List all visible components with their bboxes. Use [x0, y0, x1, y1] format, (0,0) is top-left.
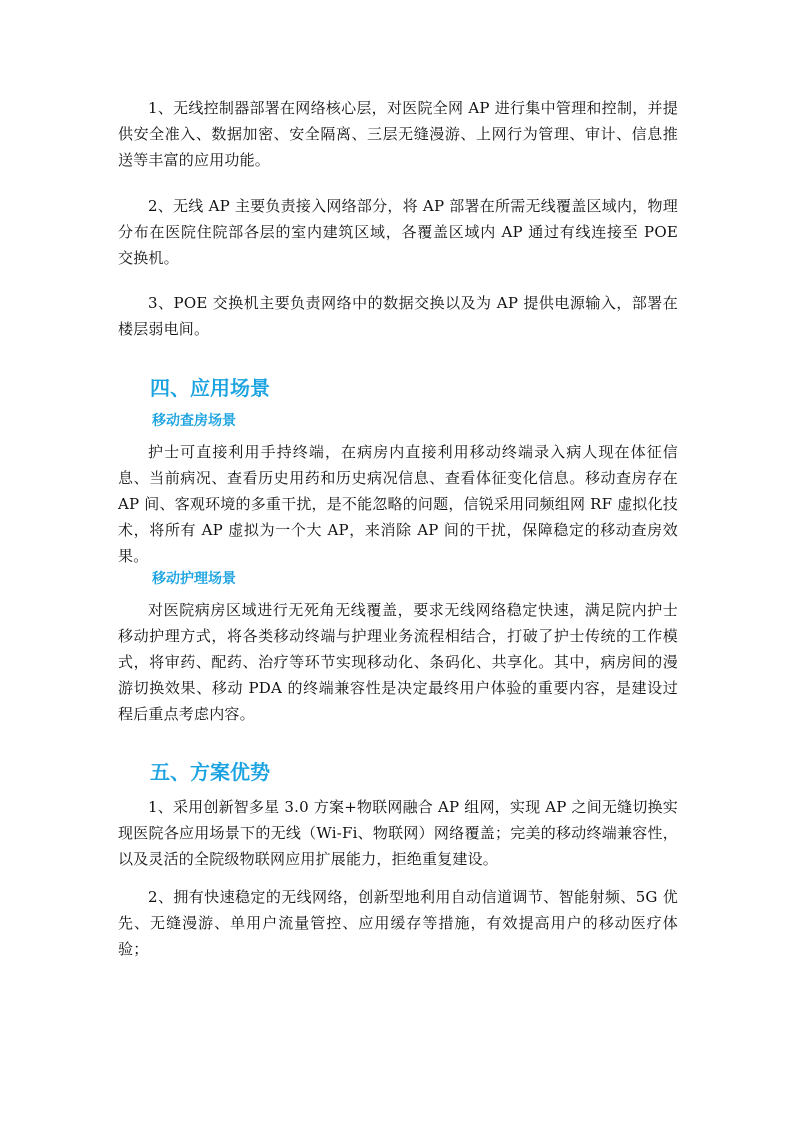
mobile-rounds-paragraph: 护士可直接利用手持终端，在病房内直接利用移动终端录入病人现在体征信息、当前病况、查看历史用药和历史病况信息、查看体征变化信息。移动查房存在 AP 间、客观环境的多重干扰，是不能忽略的问题，信锐采用同频组网 RF 虚拟化技术，将所有 AP 虚拟为一个大 AP，来消除 AP 间的干扰，保障稳定的移动查房效果。 [118, 443, 678, 565]
advantage-paragraph-2: 2、拥有快速稳定的无线网络，创新型地利用自动信道调节、智能射频、5G 优先、无缝漫游、单用户流量管控、应用缓存等措施，有效提高用户的移动医疗体验； [118, 888, 678, 958]
section-4-heading: 四、应用场景 [150, 376, 270, 400]
subsection-mobile-nursing-heading: 移动护理场景 [152, 571, 236, 587]
intro-paragraph-1: 1、无线控制器部署在网络核心层，对医院全网 AP 进行集中管理和控制，并提供安全准入、数据加密、安全隔离、三层无缝漫游、上网行为管理、审计、信息推送等丰富的应用功能。 [118, 99, 678, 169]
advantage-paragraph-1: 1、采用创新智多星 3.0 方案+物联网融合 AP 组网，实现 AP 之间无缝切换实现医院各应用场景下的无线（Wi-Fi、物联网）网络覆盖；完美的移动终端兼容性，以及灵活的全院级物联网应用扩展能力，拒绝重复建设。 [118, 798, 678, 868]
mobile-nursing-paragraph: 对医院病房区域进行无死角无线覆盖，要求无线网络稳定快速，满足院内护士移动护理方式，将各类移动终端与护理业务流程相结合，打破了护士传统的工作模式，将审药、配药、治疗等环节实现移动化、条码化、共享化。其中，病房间的漫游切换效果、移动 PDA 的终端兼容性是决定最终用户体验的重要内容，是建设过程后重点考虑内容。 [118, 601, 678, 723]
section-5-heading: 五、方案优势 [150, 760, 270, 784]
intro-paragraph-3: 3、POE 交换机主要负责网络中的数据交换以及为 AP 提供电源输入，部署在楼层弱电间。 [118, 294, 678, 338]
subsection-mobile-rounds-heading: 移动查房场景 [152, 413, 236, 429]
intro-paragraph-2: 2、无线 AP 主要负责接入网络部分，将 AP 部署在所需无线覆盖区域内，物理分布在医院住院部各层的室内建筑区域，各覆盖区域内 AP 通过有线连接至 POE 交换机。 [118, 197, 678, 267]
